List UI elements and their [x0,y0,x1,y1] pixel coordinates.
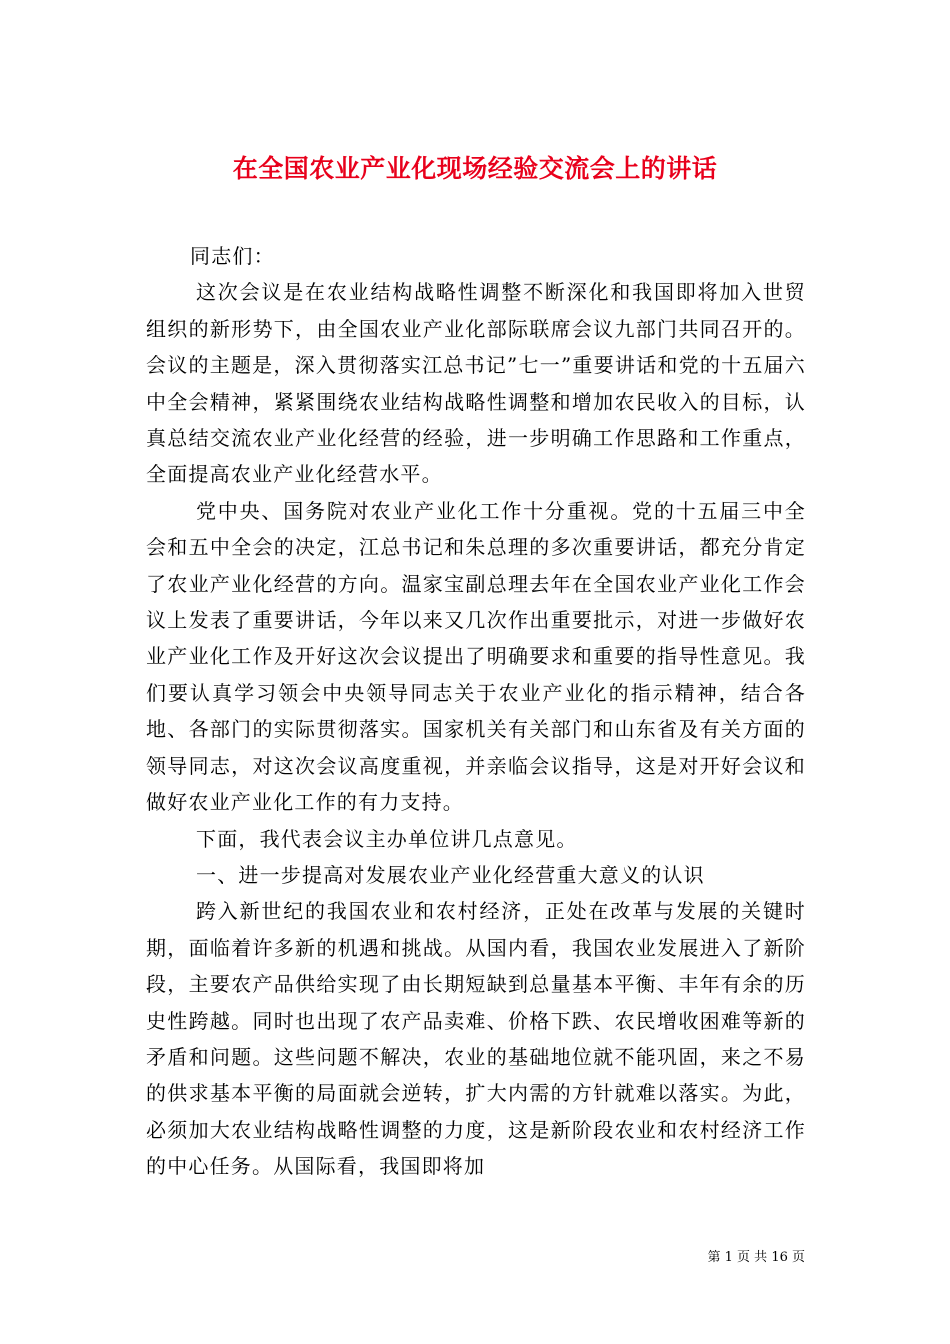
document-title: 在全国农业产业化现场经验交流会上的讲话 [232,153,718,183]
paragraph-new-century: 跨入新世纪的我国农业和农村经济，正处在改革与发展的关键时期，面临着许多新的机遇和挑战。从国内看，我国农业发展进入了新阶段，主要农产品供给实现了由长期短缺到总量基本平衡、丰年有余的历史性跨越。同时也出现了农产品卖难、价格下跌、农民增收困难等新的矛盾和问题。这些问题不解决，农业的基础地位就不能巩固，来之不易的供求基本平衡的局面就会逆转，扩大内需的方针就难以落实。为此，必须加大农业结构战略性调整的力度，这是新阶段农业和农村经济工作的中心任务。从国际看，我国即将加 [146,899,806,1179]
paragraph-meeting-background: 这次会议是在农业结构战略性调整不断深化和我国即将加入世贸组织的新形势下，由全国农业产业化部际联席会议九部门共同召开的。会议的主题是，深入贯彻落实江总书记”七一”重要讲话和党的十五届六中全会精神，紧紧围绕农业结构战略性调整和增加农民收入的目标，认真总结交流农业产业化经营的经验，进一步明确工作思路和工作重点，全面提高农业产业化经营水平。 [146,280,806,487]
paragraph-opinions-intro: 下面，我代表会议主办单位讲几点意见。 [196,826,578,851]
salutation: 同志们： [190,244,275,268]
section-heading-one: 一、进一步提高对发展农业产业化经营重大意义的认识 [196,862,705,887]
document-body [146,238,806,1185]
page-number: 第 1 页 共 16 页 [707,1250,805,1265]
paragraph-central-attention: 党中央、国务院对农业产业化工作十分重视。党的十五届三中全会和五中全会的决定，江总书记和朱总理的多次重要讲话，都充分肯定了农业产业化经营的方向。温家宝副总理去年在全国农业产业化工作会议上发表了重要讲话，今年以来又几次作出重要批示，对进一步做好农业产业化工作及开好这次会议提出了明确要求和重要的指导性意见。我们要认真学习领会中央领导同志关于农业产业化的指示精神，结合各地、各部门的实际贯彻落实。国家机关有关部门和山东省及有关方面的领导同志，对这次会议高度重视，并亲临会议指导，这是对开好会议和做好农业产业化工作的有力支持。 [146,498,806,815]
